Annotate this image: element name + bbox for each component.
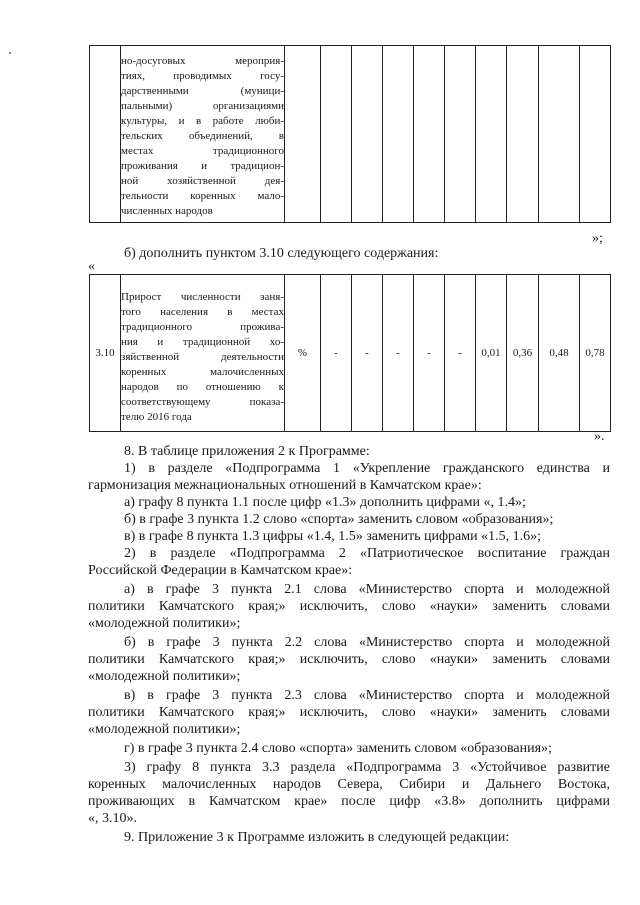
description-line: численных народов — [121, 204, 213, 217]
opening-quote: « — [88, 259, 95, 274]
description-line: Прирост численности заня- — [121, 290, 284, 303]
paragraph-line: проживающих в Камчатском крае» после цифр «3.8» дополнить цифрами — [88, 794, 610, 809]
description-line: ной хозяйственной дея- — [121, 174, 284, 187]
value-cell: 0,36 — [507, 275, 539, 432]
closing-quote: »; — [592, 231, 603, 246]
description-line: соответствующему показа- — [121, 395, 284, 408]
paragraph-line: политики Камчатского края;» исключить, слово «науки» заменить словами — [88, 705, 610, 720]
section-9-heading: 9. Приложение 3 к Программе изложить в следующей редакции: — [124, 830, 510, 845]
description-line: пальными) организациями — [121, 99, 284, 112]
value-cell — [580, 46, 611, 223]
value-cell — [383, 46, 414, 223]
description-line: коренных малочисленных — [121, 365, 284, 378]
value-cell: - — [445, 275, 476, 432]
paragraph-line: «молодежной политики»; — [88, 616, 241, 631]
description-line: дарственными (муници- — [121, 84, 284, 97]
value-cell: 0,78 — [580, 275, 611, 432]
paragraph-line: в) в графе 8 пункта 1.3 цифры «1.4, 1.5» заменить цифрами «1.5, 1.6»; — [124, 529, 542, 544]
value-cell: - — [352, 275, 383, 432]
paragraph-line: «, 3.10». — [88, 811, 137, 826]
value-cell — [476, 46, 507, 223]
indicator-table-continued — [89, 45, 611, 223]
paragraph-line: г) в графе 3 пункта 2.4 слово «спорта» заменить словом «образования»; — [124, 741, 552, 756]
paragraph-line: а) графу 8 пункта 1.1 после цифр «1.3» дополнить цифрами «, 1.4»; — [124, 495, 526, 510]
paragraph-line: политики Камчатского края;» исключить, слово «науки» заменить словами — [88, 599, 610, 614]
value-cell — [539, 46, 580, 223]
indicator-table-new-row — [89, 274, 611, 432]
paragraph-line: «молодежной политики»; — [88, 669, 241, 684]
description-line: но-досуговых мероприя- — [121, 54, 284, 67]
value-cell — [352, 46, 383, 223]
num-cell — [90, 46, 121, 223]
table-row — [90, 46, 611, 223]
item-b-text: б) дополнить пунктом 3.10 следующего содержания: — [124, 246, 439, 261]
value-cell: 0,01 — [476, 275, 507, 432]
paragraph-line: гармонизация межнациональных отношений в Камчатском крае»: — [88, 478, 482, 493]
unit-cell: % — [285, 275, 321, 432]
paragraph-line: 3) графу 8 пункта 3.3 раздела «Подпрограмма 3 «Устойчивое развитие — [124, 760, 610, 775]
paragraph-line: в) в графе 3 пункта 2.3 слова «Министерство спорта и молодежной — [124, 688, 610, 703]
paragraph-line: Российской Федерации в Камчатском крае»: — [88, 563, 353, 578]
value-cell: - — [321, 275, 352, 432]
description-line: ния и традиционной хо- — [121, 335, 284, 348]
closing-quote: ». — [594, 429, 605, 444]
description-line: тиях, проводимых госу- — [121, 69, 284, 82]
paragraph-line: «молодежной политики»; — [88, 722, 241, 737]
description-line: проживания и традицион- — [121, 159, 284, 172]
value-cell — [507, 46, 539, 223]
table-row — [90, 275, 611, 432]
paragraph-line: а) в графе 3 пункта 2.1 слова «Министерство спорта и молодежной — [124, 582, 610, 597]
value-cell — [414, 46, 445, 223]
paragraph-line: 2) в разделе «Подпрограмма 2 «Патриотическое воспитание граждан — [124, 546, 610, 561]
paragraph-line: б) в графе 3 пункта 2.2 слова «Министерство спорта и молодежной — [124, 635, 610, 650]
value-cell — [321, 46, 352, 223]
value-cell: 0,48 — [539, 275, 580, 432]
paragraph-line: политики Камчатского края;» исключить, слово «науки» заменить словами — [88, 652, 610, 667]
description-line: тельности коренных мало- — [121, 189, 284, 202]
description-line: телю 2016 года — [121, 410, 192, 423]
description-line: зяйственной деятельности — [121, 350, 284, 363]
paragraph-line: б) в графе 3 пункта 1.2 слово «спорта» заменить словом «образования»; — [124, 512, 554, 527]
description-line: местах традиционного — [121, 144, 284, 157]
scan-dot — [9, 52, 11, 54]
description-cell — [121, 46, 285, 223]
section-8-heading: 8. В таблице приложения 2 к Программе: — [124, 444, 370, 459]
description-line: тельских объединений, в — [121, 129, 284, 142]
paragraph-line: коренных малочисленных народов Севера, Сибири и Дальнего Востока, — [88, 777, 610, 792]
value-cell — [445, 46, 476, 223]
description-line: народов по отношению к — [121, 380, 284, 393]
paragraph-line: 1) в разделе «Подпрограмма 1 «Укрепление гражданского единства и — [124, 461, 610, 476]
unit-cell — [285, 46, 321, 223]
description-line: того населения в местах — [121, 305, 284, 318]
value-cell: - — [383, 275, 414, 432]
row-number: 3.10 — [90, 275, 121, 432]
description-line: культуры, и в работе люби- — [121, 114, 284, 127]
description-cell — [121, 275, 285, 432]
value-cell: - — [414, 275, 445, 432]
description-line: традиционного прожива- — [121, 320, 284, 333]
